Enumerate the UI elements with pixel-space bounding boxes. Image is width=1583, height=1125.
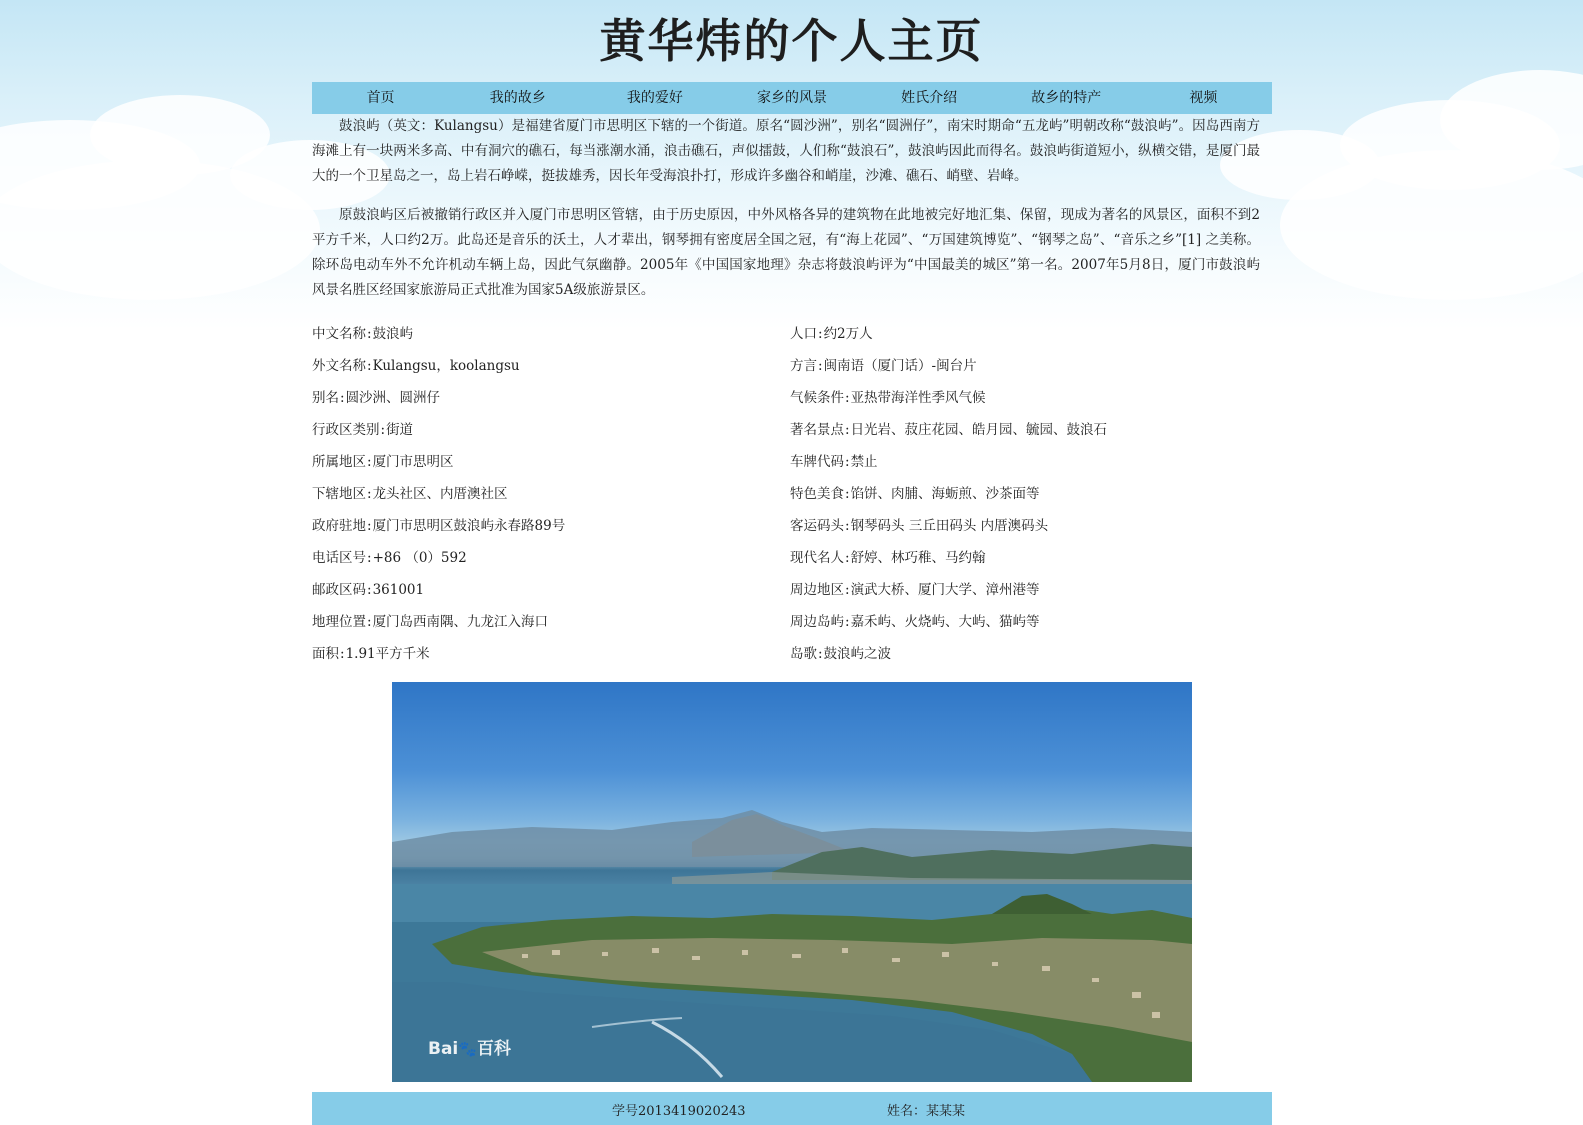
fact-value: 街道 — [386, 422, 414, 438]
fact-row — [790, 414, 1268, 446]
fact-label: 气候条件 — [790, 390, 844, 406]
fact-label: 车牌代码 — [790, 454, 844, 470]
fact-value: 厦门市思明区鼓浪屿永春路89号 — [372, 518, 566, 534]
main-nav — [312, 82, 1272, 114]
nav-item-video[interactable]: 视频 — [1189, 90, 1218, 106]
fact-row — [312, 318, 790, 350]
fact-separator: : — [845, 486, 850, 502]
nav-item-hobbies[interactable]: 我的爱好 — [626, 90, 683, 106]
fact-row — [312, 574, 790, 606]
footer — [312, 1092, 1272, 1125]
fact-separator: : — [818, 358, 823, 374]
fact-row — [790, 606, 1268, 638]
fact-row — [790, 318, 1268, 350]
fact-row — [312, 350, 790, 382]
fact-separator: : — [367, 518, 372, 534]
fact-row — [312, 638, 790, 670]
fact-separator: : — [367, 582, 372, 598]
fact-row — [312, 414, 790, 446]
fact-separator: : — [367, 454, 372, 470]
fact-label: 客运码头 — [790, 518, 844, 534]
facts-table — [312, 318, 1272, 670]
fact-value: 演武大桥、厦门大学、漳州港等 — [850, 582, 1040, 598]
fact-value: Kulangsu，koolangsu — [372, 358, 520, 374]
intro-paragraph: 鼓浪屿（英文：Kulangsu）是福建省厦门市思明区下辖的一个街道。原名“圆沙洲”，别名“圆洲仔”，南宋时期命“五龙屿”明朝改称“鼓浪屿”。因岛西南方海滩上有一块两米多高、中有洞穴的礁石，每当涨潮水涌，浪击礁石，声似擂鼓，人们称“鼓浪石”，鼓浪屿因此而得名。鼓浪屿街道短小，纵横交错，是厦门最大的一个卫星岛之一，岛上岩石峥嵘，挺拔雄秀，因长年受海浪扑打，形成许多幽谷和峭崖，沙滩、礁石、峭壁、岩峰。 — [312, 118, 1260, 184]
fact-separator: : — [845, 582, 850, 598]
fact-value: +86 （0）592 — [372, 550, 467, 566]
watermark-brand: Bai — [428, 1039, 459, 1059]
fact-row — [790, 446, 1268, 478]
fact-label: 别名 — [312, 390, 339, 406]
fact-label: 所属地区 — [312, 454, 366, 470]
fact-label: 周边地区 — [790, 582, 844, 598]
fact-value: 约2万人 — [823, 326, 873, 342]
fact-value: 鼓浪屿 — [372, 326, 414, 342]
fact-value: 厦门市思明区 — [372, 454, 454, 470]
fact-row — [790, 574, 1268, 606]
fact-row — [790, 350, 1268, 382]
paw-icon: 🐾 — [458, 1040, 477, 1058]
fact-separator: : — [367, 614, 372, 630]
fact-value: 嘉禾屿、火烧屿、大屿、猫屿等 — [850, 614, 1040, 630]
fact-separator: : — [367, 326, 372, 342]
baidu-watermark — [428, 1034, 511, 1059]
fact-value: 361001 — [372, 582, 425, 598]
fact-label: 特色美食 — [790, 486, 844, 502]
fact-label: 岛歌 — [790, 646, 817, 662]
fact-row — [312, 510, 790, 542]
fact-label: 邮政区码 — [312, 582, 366, 598]
fact-separator: : — [818, 646, 823, 662]
fact-row — [790, 542, 1268, 574]
fact-label: 行政区类别 — [312, 422, 380, 438]
fact-label: 外文名称 — [312, 358, 366, 374]
fact-row — [312, 606, 790, 638]
island-photo-scene — [392, 682, 1192, 1082]
fact-separator: : — [818, 326, 823, 342]
nav-item-surname[interactable]: 姓氏介绍 — [901, 90, 958, 106]
nav-item-scenery[interactable]: 家乡的风景 — [756, 90, 827, 106]
nav-item-specialties[interactable]: 故乡的特产 — [1031, 90, 1102, 106]
fact-separator: : — [367, 550, 372, 566]
fact-separator: : — [845, 454, 850, 470]
fact-value: 舒婷、林巧稚、马约翰 — [850, 550, 986, 566]
fact-label: 面积 — [312, 646, 339, 662]
fact-row — [790, 478, 1268, 510]
fact-separator: : — [845, 390, 850, 406]
nav-item-home[interactable]: 首页 — [366, 90, 395, 106]
fact-value: 闽南语（厦门话）-闽台片 — [823, 358, 977, 374]
fact-label: 地理位置 — [312, 614, 366, 630]
fact-label: 电话区号 — [312, 550, 366, 566]
fact-separator: : — [367, 358, 372, 374]
watermark-text: 百科 — [476, 1039, 511, 1059]
fact-value: 厦门岛西南隅、九龙江入海口 — [372, 614, 549, 630]
fact-separator: : — [845, 422, 850, 438]
intro-paragraph: 原鼓浪屿区后被撤销行政区并入厦门市思明区管辖，由于历史原因，中外风格各异的建筑物在此地被完好地汇集、保留，现成为著名的风景区，面积不到2平方千米，人口约2万。此岛还是音乐的沃土，人才辈出，钢琴拥有密度居全国之冠，有“海上花园”、“万国建筑博览”、“钢琴之岛”、“音乐之乡”[1] 之美称。除环岛电动车外不允许机动车辆上岛，因此气氛幽静。2005年《中国国家地理》杂志将鼓浪屿评为“中国最美的城区”第一名。2007年5月8日，厦门市鼓浪屿风景名胜区经国家旅游局正式批准为国家5A级旅游景区。 — [312, 207, 1260, 298]
fact-value: 钢琴码头 三丘田码头 内厝澳码头 — [850, 518, 1049, 534]
fact-label: 方言 — [790, 358, 817, 374]
fact-separator: : — [340, 646, 345, 662]
fact-separator: : — [845, 518, 850, 534]
fact-separator: : — [340, 390, 345, 406]
student-id: 学号2013419020243 — [612, 1104, 746, 1119]
fact-value: 馅饼、肉脯、海蛎煎、沙茶面等 — [850, 486, 1040, 502]
fact-label: 著名景点 — [790, 422, 844, 438]
fact-label: 中文名称 — [312, 326, 366, 342]
fact-row — [312, 478, 790, 510]
fact-row — [790, 382, 1268, 414]
fact-value: 亚热带海洋性季风气候 — [850, 390, 986, 406]
fact-value: 龙头社区、内厝澳社区 — [372, 486, 508, 502]
fact-value: 禁止 — [850, 454, 878, 470]
fact-value: 日光岩、菽庄花园、皓月园、毓园、鼓浪石 — [850, 422, 1108, 438]
fact-separator: : — [367, 486, 372, 502]
nav-item-hometown[interactable]: 我的故乡 — [489, 90, 546, 106]
island-photo — [392, 682, 1192, 1082]
fact-label: 人口 — [790, 326, 817, 342]
fact-label: 政府驻地 — [312, 518, 366, 534]
facts-column-left — [312, 318, 790, 670]
fact-label: 下辖地区 — [312, 486, 366, 502]
fact-row — [312, 542, 790, 574]
fact-row — [790, 638, 1268, 670]
page-title: 黄华炜的个人主页 — [599, 14, 984, 68]
fact-separator: : — [380, 422, 386, 438]
student-name: 姓名：某某某 — [887, 1104, 966, 1119]
fact-row — [312, 446, 790, 478]
fact-row — [790, 510, 1268, 542]
fact-label: 周边岛屿 — [790, 614, 844, 630]
fact-separator: : — [845, 550, 850, 566]
fact-value: 圆沙洲、圆洲仔 — [345, 390, 441, 406]
fact-row — [312, 382, 790, 414]
facts-column-right — [790, 318, 1268, 670]
fact-label: 现代名人 — [790, 550, 844, 566]
fact-separator: : — [845, 614, 850, 630]
fact-value: 鼓浪屿之波 — [823, 646, 892, 662]
intro-section — [312, 114, 1260, 317]
fact-value: 1.91平方千米 — [345, 646, 430, 662]
